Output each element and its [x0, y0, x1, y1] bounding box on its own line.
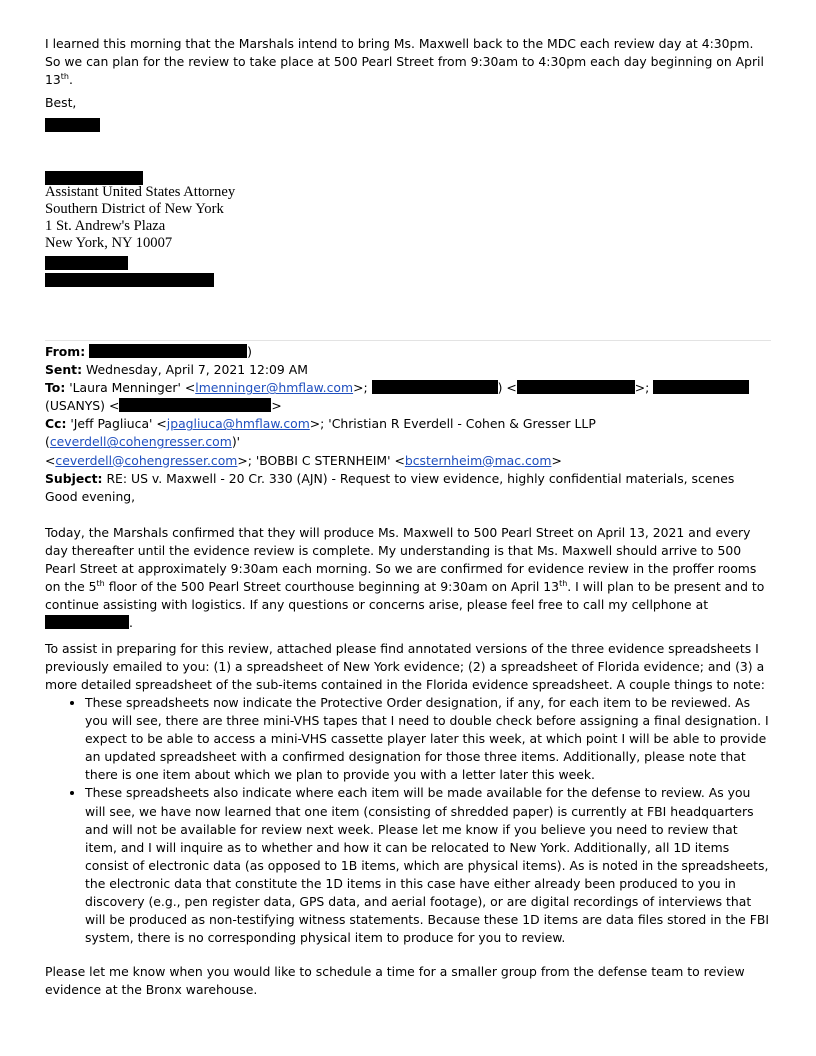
email-header	[45, 343, 771, 488]
list-item: • These spreadsheets now indicate the Protective Order designation, if any, for each item to be reviewed. As you will see, there are three mini-VHS tapes that I need to double check before assigning a final designation. I expect to be able to access a mini-VHS cassette player later this week, at which point I will be able to provide an updated spreadsheet with a confirmed designation for those three items. Additionally, please note that there is one item about which we plan to provide you with a letter later this week.	[85, 694, 771, 784]
redacted-email	[45, 270, 214, 289]
signature-block	[45, 184, 235, 252]
message-body-paragraph: Today, the Marshals confirmed that they will produce Ms. Maxwell to 500 Pearl Street on April 13, 2021 and every day thereafter until the evidence review is complete. My understanding is that Ms. Maxwell should arrive to 500 Pearl Street at approximately 9:30am each morning. So we are confirmed for evidence review in the proffer rooms on the 5th floor of the 500 Pearl Street courthouse beginning at 9:30am on April 13th. I will plan to be present and to continue assisting with logistics. If any questions or concerns arise, please feel free to call my cellphone at .	[45, 525, 765, 631]
from-line: From: )	[45, 344, 252, 359]
sent-line: Sent: Wednesday, April 7, 2021 12:09 AM	[45, 362, 308, 378]
message-body-paragraph: I learned this morning that the Marshals intend to bring Ms. Maxwell back to the MDC each review day at 4:30pm. So we can plan for the review to take place at 500 Pearl Street from 9:30am to 4:30pm each day beginning on April 13th.	[45, 36, 764, 88]
closing-text: Best,	[45, 95, 77, 110]
redacted-signature-name	[45, 115, 100, 134]
list-item: • These spreadsheets also indicate where each item will be made available for the defense to review. As you will see, we have now learned that one item (consisting of shredded paper) is currently at FBI headquarters and will not be available for review next week. Please let me know if you believe you need to review that item, and I will inquire as to whether and how it can be relocated to New York. Additionally, all 1D items consist of electronic data (as opposed to 1B items, which are physical items). As is noted in the spreadsheets, the electronic data that constitute the 1D items in this case have either already been produced to you in discovery (e.g., pen register data, GPS data, and aerial footage), or are digital recordings of interviews that will be produced as non-testifying witness statements. Because these 1D items are data files stored in the FBI system, there is no corresponding physical item to produce for you to review.	[85, 784, 771, 947]
email-link[interactable]: lmenninger@hmflaw.com	[195, 380, 354, 396]
email-link[interactable]: bcsternheim@mac.com	[404, 452, 552, 468]
email-link[interactable]: ceverdell@cohengresser.com	[49, 434, 232, 450]
message-body-paragraph: To assist in preparing for this review, attached please find annotated versions of the three evidence spreadsheets I previously emailed to you: (1) a spreadsheet of New York evidence; (2) a spreadsheet of Florida evidence; and (3) a more detailed spreadsheet of the sub-items contained in the Florida evidence spreadsheet. A couple things to note:	[45, 641, 765, 693]
message-divider	[45, 340, 771, 341]
signature-city: New York, NY 10007	[45, 235, 173, 251]
notes-list	[45, 694, 771, 947]
redacted-cellphone	[45, 615, 129, 629]
message-body-paragraph: Please let me know when you would like to schedule a time for a smaller group from the defense team to review evidence at the Bronx warehouse.	[45, 964, 745, 998]
cc-line: Cc: 'Jeff Pagliuca' <jpagliuca@hmflaw.com>; 'Christian R Everdell - Cohen & Gresser LLP (ceverdell@cohengresser.com)' <ceverdell@cohengresser.com>; 'BOBBI C STERNHEIM' <bcsternheim@mac.com>	[45, 416, 596, 468]
subject-line: Subject: RE: US v. Maxwell - 20 Cr. 330 (AJN) - Request to view evidence, highly confidential materials, scenes	[45, 470, 735, 486]
signature-title: Assistant United States Attorney	[45, 184, 236, 200]
email-link[interactable]: jpagliuca@hmflaw.com	[166, 416, 310, 432]
signature-office: Southern District of New York	[45, 201, 224, 217]
email-link[interactable]: ceverdell@cohengresser.com	[55, 452, 238, 468]
to-line: To: 'Laura Menninger' <lmenninger@hmflaw.com>; ) < >; (USANYS) < >	[45, 379, 771, 415]
greeting-text: Good evening,	[45, 489, 136, 504]
signature-address: 1 St. Andrew's Plaza	[45, 218, 166, 234]
